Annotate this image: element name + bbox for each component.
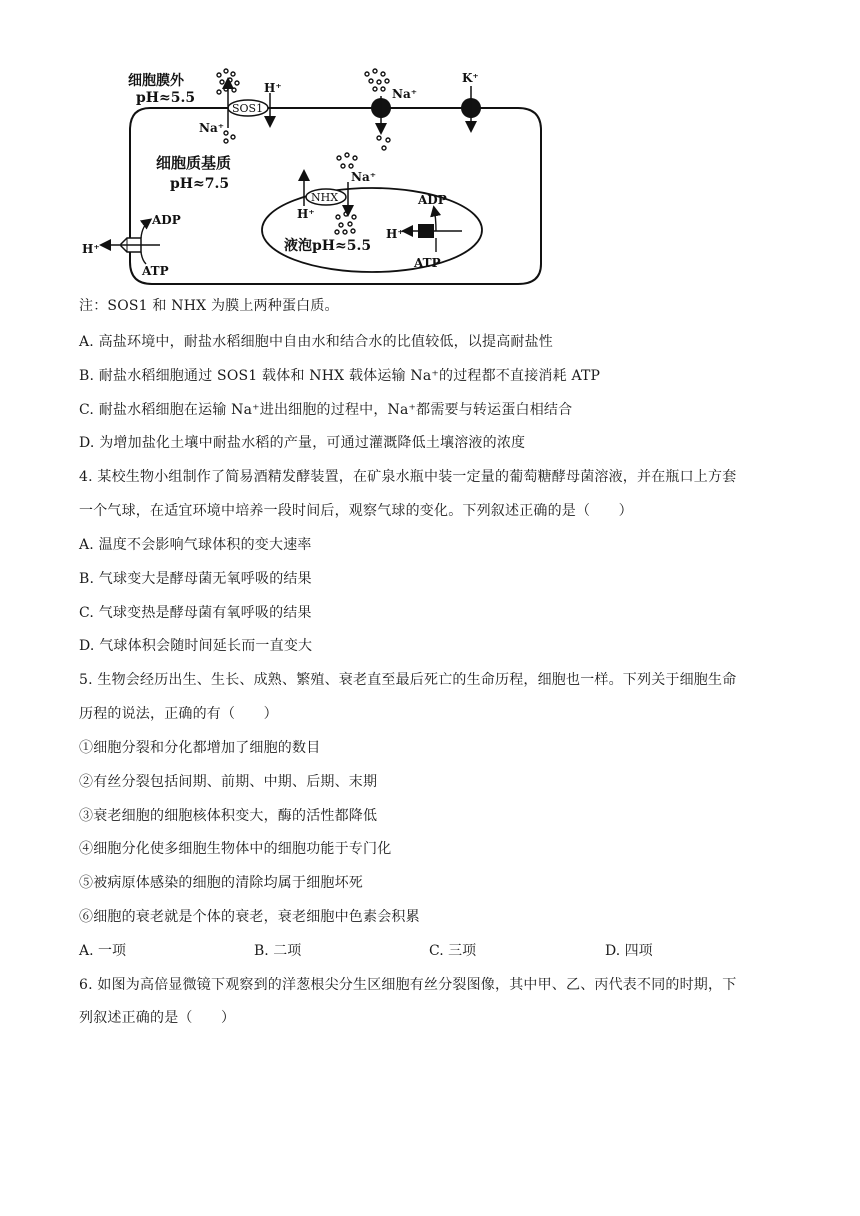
na-dots-outside-channel <box>365 69 389 91</box>
q4-stem-line2: 一个气球，在适宜环境中培养一段时间后，观察气球的变化。下列叙述正确的是（ ） <box>79 503 633 519</box>
na-dots-outside-sos1 <box>217 69 239 94</box>
membrane-adp-label: ADP <box>152 213 181 227</box>
cytoplasm-label: 细胞质基质 <box>156 154 232 172</box>
q4-stem-line1: 4. 某校生物小组制作了简易酒精发酵装置，在矿泉水瓶中装一定量的葡萄糖酵母菌溶液，并在瓶口上方套 <box>79 469 737 485</box>
k-label: K⁺ <box>462 71 479 85</box>
cell-transport-diagram <box>0 0 860 300</box>
q4-option-c: C. 气球变热是酵母菌有氧呼吸的结果 <box>79 605 312 621</box>
vacuole-adp-label: ADP <box>418 193 447 207</box>
q5-item-6: ⑥细胞的衰老就是个体的衰老，衰老细胞中色素会积累 <box>79 909 420 925</box>
nhx-na-label: Na⁺ <box>351 170 377 184</box>
sos1-label: SOS1 <box>232 102 264 115</box>
q5-option-d: D. 四项 <box>605 943 653 959</box>
q3-option-a: A. 高盐环境中，耐盐水稻细胞中自由水和结合水的比值较低，以提高耐盐性 <box>79 334 554 350</box>
q5-item-5: ⑤被病原体感染的细胞的清除均属于细胞坏死 <box>79 875 363 891</box>
cytoplasm-ph-label: pH≈7.5 <box>170 176 230 192</box>
membrane-h-label: H⁺ <box>82 242 100 256</box>
na-dots-vacuole <box>335 212 356 234</box>
q5-item-3: ③衰老细胞的细胞核体积变大，酶的活性都降低 <box>79 808 378 824</box>
q5-item-2: ②有丝分裂包括间期、前期、中期、后期、末期 <box>79 774 378 790</box>
q5-item-1: ①细胞分裂和分化都增加了细胞的数目 <box>79 740 321 756</box>
nhx-label: NHX <box>311 191 339 204</box>
na-dots-cytoplasm-nhx <box>337 153 357 168</box>
membrane-atp-label: ATP <box>142 264 169 278</box>
q5-stem-line1: 5. 生物会经历出生、生长、成熟、繁殖、衰老直至最后死亡的生命历程，细胞也一样。下列关于细胞生命 <box>79 672 737 688</box>
q4-option-a: A. 温度不会影响气球体积的变大速率 <box>79 537 312 553</box>
na-dots-inside-channel <box>377 136 390 150</box>
outside-label: 细胞膜外 <box>128 73 184 89</box>
q4-option-d: D. 气球体积会随时间延长而一直变大 <box>79 638 313 654</box>
q6-stem-line1: 6. 如图为高倍显微镜下观察到的洋葱根尖分生区细胞有丝分裂图像，其中甲、乙、丙代表不同的时期，下 <box>79 977 737 993</box>
q5-stem-line2: 历程的说法，正确的有（ ） <box>79 706 278 722</box>
vacuole-adp-arrow <box>434 208 436 231</box>
q5-option-b: B. 二项 <box>254 943 302 959</box>
vacuole-pump-h-label: H⁺ <box>386 227 404 241</box>
q4-option-b: B. 气球变大是酵母菌无氧呼吸的结果 <box>79 571 312 587</box>
na-channel-label: Na⁺ <box>392 87 418 101</box>
vacuole <box>262 188 482 272</box>
figure-note: 注：SOS1 和 NHX 为膜上两种蛋白质。 <box>79 298 339 314</box>
q3-option-b: B. 耐盐水稻细胞通过 SOS1 载体和 NHX 载体运输 Na⁺的过程都不直接消耗 ATP <box>79 368 601 384</box>
q5-item-4: ④细胞分化使多细胞生物体中的细胞功能于专门化 <box>79 841 392 857</box>
q3-option-d: D. 为增加盐化土壤中耐盐水稻的产量，可通过灌溉降低土壤溶液的浓度 <box>79 435 526 451</box>
membrane-atp-curve <box>141 252 146 264</box>
outside-ph-label: pH≈5.5 <box>136 90 196 106</box>
q5-option-c: C. 三项 <box>429 943 477 959</box>
q5-option-a: A. 一项 <box>79 943 127 959</box>
q6-stem-line2: 列叙述正确的是（ ） <box>79 1010 236 1026</box>
sos1-h-label: H⁺ <box>264 81 282 95</box>
na-dots-inside-sos1 <box>224 131 235 143</box>
q3-option-c: C. 耐盐水稻细胞在运输 Na⁺进出细胞的过程中，Na⁺都需要与转运蛋白相结合 <box>79 402 573 418</box>
nhx-h-label: H⁺ <box>297 207 315 221</box>
vacuole-atp-label: ATP <box>414 256 441 270</box>
membrane-adp-arrow <box>141 220 150 238</box>
sos1-na-label: Na⁺ <box>199 121 225 135</box>
vacuole-label: 液泡pH≈5.5 <box>284 238 372 254</box>
